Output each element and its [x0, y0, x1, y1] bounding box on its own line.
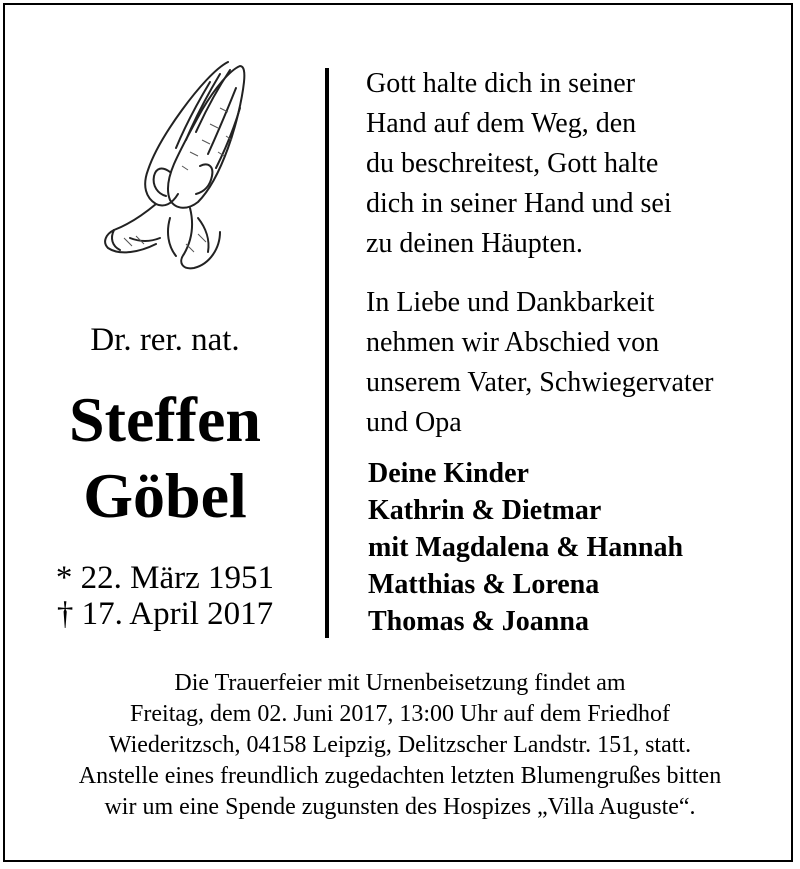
first-name: Steffen	[69, 384, 261, 455]
academic-title: Dr. rer. nat.	[90, 322, 240, 358]
farewell-line: In Liebe und Dankbarkeit	[366, 287, 655, 318]
praying-hands-icon	[70, 48, 260, 278]
family-line: Deine Kinder	[368, 458, 529, 489]
verse-line: Gott halte dich in seiner	[366, 68, 636, 99]
notice-line: Wiederitzsch, 04158 Leipzig, Delitzscher Landstr. 151, statt.	[108, 732, 692, 758]
family-line: Matthias & Lorena	[368, 569, 600, 600]
verse-line: dich in seiner Hand und sei	[366, 188, 672, 219]
farewell-line: und Opa	[366, 407, 462, 438]
notice-line: Die Trauerfeier mit Urnenbeisetzung findet am	[174, 670, 626, 696]
farewell-line: unserem Vater, Schwiegervater	[366, 367, 714, 398]
notice-line: wir um eine Spende zugunsten des Hospizes „Villa Auguste“.	[104, 794, 696, 820]
family-line: Thomas & Joanna	[368, 606, 589, 637]
farewell-line: nehmen wir Abschied von	[366, 327, 660, 358]
funeral-notice	[0, 668, 800, 823]
verse-line: zu deinen Häupten.	[366, 228, 583, 259]
family-line: Kathrin & Dietmar	[368, 495, 602, 526]
notice-line: Freitag, dem 02. Juni 2017, 13:00 Uhr auf dem Friedhof	[130, 701, 670, 727]
verse-line: Hand auf dem Weg, den	[366, 108, 637, 139]
last-name: Göbel	[83, 460, 247, 531]
vertical-divider	[325, 68, 329, 638]
verse-line: du beschreitest, Gott halte	[366, 148, 659, 179]
notice-line: Anstelle eines freundlich zugedachten letzten Blumengrußes bitten	[78, 763, 722, 789]
death-date: † 17. April 2017	[56, 596, 274, 632]
farewell-block	[366, 283, 713, 443]
family-line: mit Magdalena & Hannah	[368, 532, 684, 563]
family-block	[368, 455, 683, 640]
birth-date: * 22. März 1951	[55, 560, 275, 596]
verse-block	[366, 64, 672, 264]
